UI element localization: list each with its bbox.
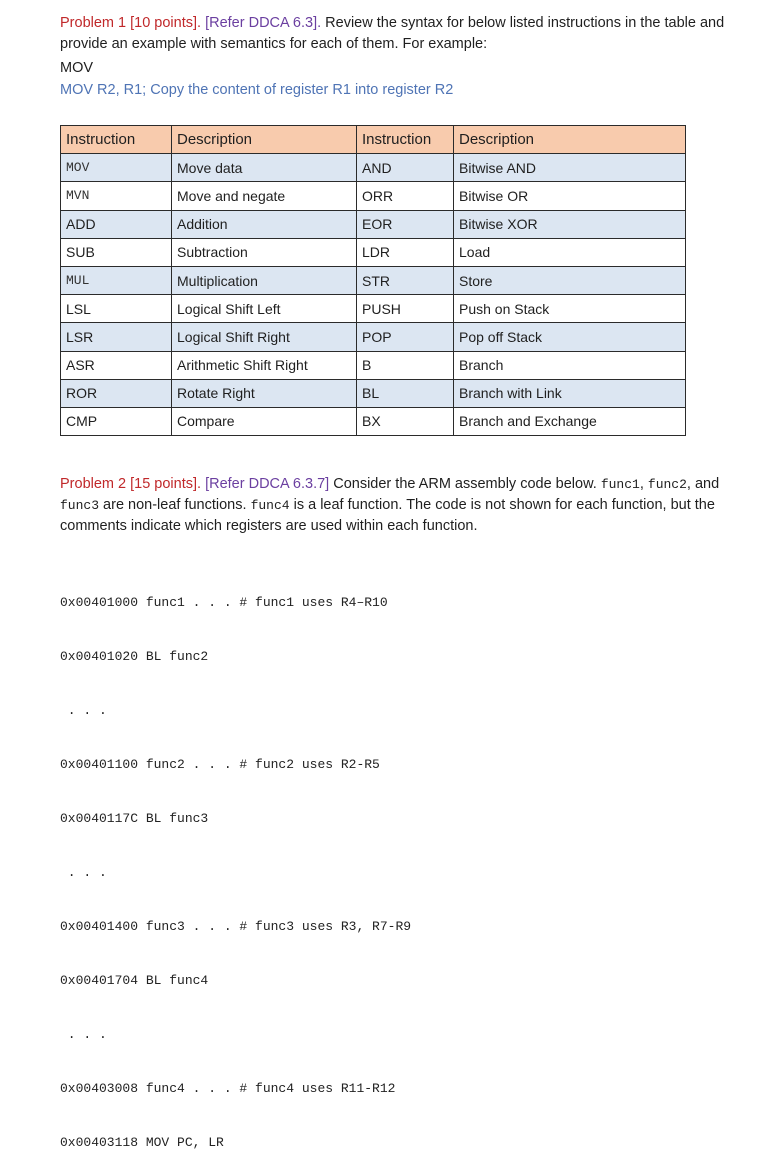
- header-description-1: Description: [172, 126, 357, 154]
- problem-2-text-3: are non-leaf functions.: [103, 497, 247, 513]
- instruction-cell: BX: [357, 407, 454, 435]
- code-line: 0x00401704 BL func4: [60, 973, 209, 988]
- description-cell: Logical Shift Right: [172, 323, 357, 351]
- instruction-table: [60, 125, 686, 436]
- problem-2-reference: [Refer DDCA 6.3.7]: [205, 476, 330, 492]
- instruction-cell: AND: [357, 154, 454, 182]
- description-cell: Move and negate: [172, 182, 357, 210]
- description-cell: Arithmetic Shift Right: [172, 351, 357, 379]
- problem-2-text-1: Consider the ARM assembly code below.: [333, 476, 597, 492]
- problem-2-text-4: is a leaf function. The code is not shown for each function, but the comments indicate which registers are used within each function.: [60, 497, 715, 534]
- description-cell: Logical Shift Left: [172, 295, 357, 323]
- instruction-cell: STR: [357, 266, 454, 294]
- instruction-cell: CMP: [61, 407, 172, 435]
- instruction-cell: EOR: [357, 210, 454, 238]
- description-cell: Compare: [172, 407, 357, 435]
- problem-1-reference: [Refer DDCA 6.3].: [205, 15, 322, 31]
- code-line: 0x00401020 BL func2: [60, 649, 209, 664]
- problem-1-paragraph: [60, 13, 740, 55]
- instruction-cell: LSR: [61, 323, 172, 351]
- code-line: 0x00401100 func2 . . . # func2 uses R2-R5: [60, 757, 380, 772]
- table-row: [61, 351, 686, 379]
- instruction-cell: MUL: [61, 266, 172, 294]
- instruction-cell: SUB: [61, 238, 172, 266]
- example-line: MOV R2, R1; Copy the content of register R1 into register R2: [60, 82, 454, 98]
- description-cell: Bitwise AND: [454, 154, 686, 182]
- instruction-cell: ASR: [61, 351, 172, 379]
- code-line: 0x00401000 func1 . . . # func1 uses R4–R10: [60, 595, 388, 610]
- header-description-2: Description: [454, 126, 686, 154]
- func1-name: func1: [600, 477, 640, 492]
- table-row: [61, 238, 686, 266]
- table-row: [61, 182, 686, 210]
- description-cell: Multiplication: [172, 266, 357, 294]
- code-line: 0x00403008 func4 . . . # func4 uses R11-R12: [60, 1081, 396, 1096]
- problem-2-paragraph: [60, 474, 728, 537]
- table-row: [61, 407, 686, 435]
- func4-name: func4: [250, 498, 290, 513]
- example-heading: MOV: [60, 60, 94, 76]
- table-row: [61, 379, 686, 407]
- code-line: 0x00403118 MOV PC, LR: [60, 1135, 224, 1150]
- instruction-cell: B: [357, 351, 454, 379]
- code-line: . . .: [60, 865, 107, 880]
- instruction-cell: ROR: [61, 379, 172, 407]
- description-cell: Branch and Exchange: [454, 407, 686, 435]
- instruction-cell: MOV: [61, 154, 172, 182]
- problem-1-text: Review the syntax for below listed instructions in the table and provide an example with semantics for each of them. For example:: [60, 15, 725, 52]
- description-cell: Load: [454, 238, 686, 266]
- problem-2-title: Problem 2 [15 points].: [60, 476, 202, 492]
- instruction-cell: PUSH: [357, 295, 454, 323]
- instruction-cell: MVN: [61, 182, 172, 210]
- instruction-cell: POP: [357, 323, 454, 351]
- func3-name: func3: [60, 498, 100, 513]
- instruction-cell: BL: [357, 379, 454, 407]
- description-cell: Bitwise OR: [454, 182, 686, 210]
- func2-name: func2: [647, 477, 687, 492]
- code-line: 0x00401400 func3 . . . # func3 uses R3, R7-R9: [60, 919, 412, 934]
- problem-2-text-2: , and: [686, 476, 720, 492]
- description-cell: Move data: [172, 154, 357, 182]
- table-header-row: [61, 126, 686, 154]
- description-cell: Branch with Link: [454, 379, 686, 407]
- instruction-cell: LDR: [357, 238, 454, 266]
- description-cell: Rotate Right: [172, 379, 357, 407]
- table-row: [61, 154, 686, 182]
- table-row: [61, 323, 686, 351]
- problem-1-title: Problem 1 [10 points].: [60, 15, 202, 31]
- code-line: 0x0040117C BL func3: [60, 811, 209, 826]
- header-instruction-1: Instruction: [61, 126, 172, 154]
- assembly-code-block: [60, 558, 411, 1170]
- comma-separator: ,: [639, 476, 644, 492]
- table-row: [61, 210, 686, 238]
- code-line: . . .: [60, 1027, 107, 1042]
- description-cell: Bitwise XOR: [454, 210, 686, 238]
- instruction-cell: ORR: [357, 182, 454, 210]
- description-cell: Subtraction: [172, 238, 357, 266]
- code-line: . . .: [60, 703, 107, 718]
- description-cell: Pop off Stack: [454, 323, 686, 351]
- description-cell: Store: [454, 266, 686, 294]
- table-row: [61, 266, 686, 294]
- header-instruction-2: Instruction: [357, 126, 454, 154]
- instruction-cell: ADD: [61, 210, 172, 238]
- description-cell: Addition: [172, 210, 357, 238]
- table-row: [61, 295, 686, 323]
- instruction-cell: LSL: [61, 295, 172, 323]
- description-cell: Branch: [454, 351, 686, 379]
- description-cell: Push on Stack: [454, 295, 686, 323]
